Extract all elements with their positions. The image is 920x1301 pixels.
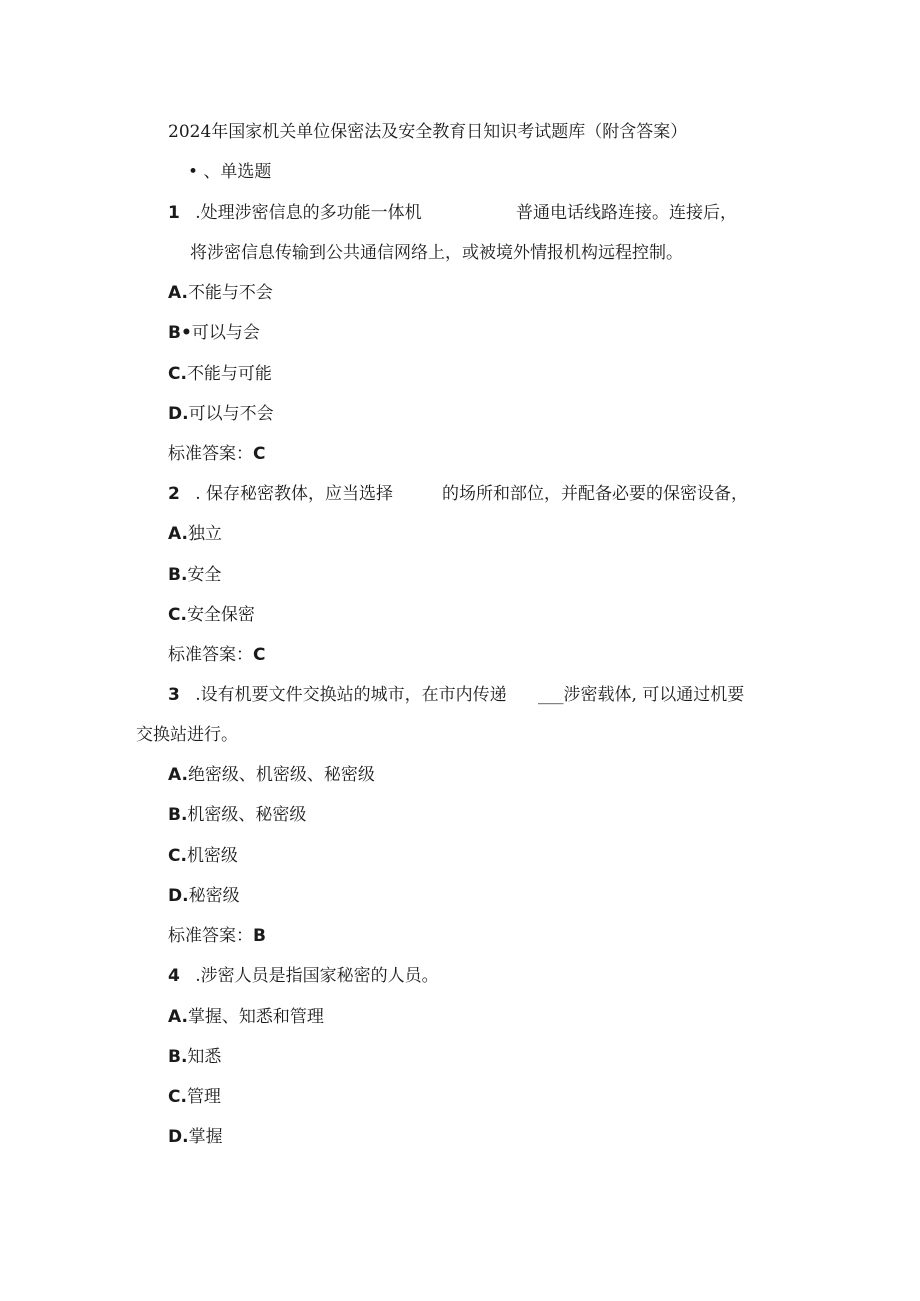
question-4-number: 4 bbox=[168, 966, 180, 986]
option-letter: C. bbox=[168, 605, 187, 625]
question-3-blank-and-text bbox=[538, 684, 744, 706]
answer-label: 标准答案： bbox=[168, 444, 253, 464]
option-letter: A. bbox=[168, 524, 188, 544]
question-1-text-b: 普通电话线路连接。连接后， bbox=[516, 203, 737, 223]
question-4-line-1 bbox=[168, 965, 439, 987]
question-3-number: 3 bbox=[168, 685, 180, 705]
answer-label: 标准答案： bbox=[168, 645, 253, 665]
option-text: 知悉 bbox=[187, 1047, 222, 1067]
question-1-text-a: .处理涉密信息的多功能一体机 bbox=[195, 203, 422, 223]
option-text: 不能与可能 bbox=[186, 364, 272, 384]
option-letter: A. bbox=[168, 1007, 188, 1027]
section-heading bbox=[188, 161, 271, 183]
question-4-option-c bbox=[168, 1086, 221, 1108]
option-letter: D. bbox=[168, 886, 189, 906]
answer-label: 标准答案： bbox=[168, 926, 253, 946]
question-3-option-c bbox=[168, 845, 238, 867]
option-text: 管理 bbox=[186, 1087, 221, 1107]
option-text: 独立 bbox=[187, 524, 222, 544]
question-1-option-d bbox=[168, 403, 274, 425]
question-3-text-c: 交换站进行。 bbox=[136, 725, 238, 745]
question-4-option-b bbox=[168, 1046, 221, 1068]
document-title: 2024年国家机关单位保密法及安全教育日知识考试题库（附含答案） bbox=[168, 122, 688, 142]
question-2-option-b bbox=[168, 564, 221, 586]
question-3-text-a: .设有机要文件交换站的城市，在市内传递 bbox=[195, 685, 507, 705]
question-4-option-d bbox=[168, 1126, 223, 1148]
option-text: 可以与不会 bbox=[188, 404, 274, 424]
question-1-number: 1 bbox=[168, 203, 180, 223]
option-text: 秘密级 bbox=[188, 886, 240, 906]
option-text: 不能与不会 bbox=[187, 283, 273, 303]
option-text: 绝密级、机密级、秘密级 bbox=[187, 765, 375, 785]
option-text: 机密级、秘密级 bbox=[187, 805, 307, 825]
question-1-option-c bbox=[168, 363, 272, 385]
question-2-option-c bbox=[168, 604, 255, 626]
question-3-answer bbox=[168, 925, 266, 947]
question-2-option-a bbox=[168, 523, 222, 545]
question-3-option-a bbox=[168, 764, 375, 786]
option-letter: D. bbox=[168, 404, 189, 424]
option-letter: A. bbox=[168, 765, 188, 785]
option-letter: A. bbox=[168, 283, 188, 303]
question-4-text-a: .涉密人员是指国家秘密的人员。 bbox=[195, 966, 439, 986]
option-letter: C. bbox=[168, 1087, 187, 1107]
answer-value: C bbox=[253, 645, 266, 665]
option-text: 机密级 bbox=[186, 846, 238, 866]
question-3-blank: ___ bbox=[538, 685, 564, 705]
question-2-line-1 bbox=[168, 483, 393, 505]
option-text: 掌握 bbox=[188, 1127, 223, 1147]
section-bullet: • bbox=[188, 162, 199, 182]
question-1-option-b bbox=[168, 322, 260, 344]
option-letter: C. bbox=[168, 846, 187, 866]
option-letter: D. bbox=[168, 1127, 189, 1147]
option-text: 安全保密 bbox=[186, 605, 255, 625]
question-3-line-1 bbox=[168, 684, 507, 706]
question-1-answer bbox=[168, 443, 265, 465]
section-label: 、单选题 bbox=[203, 162, 272, 182]
question-2-text-b: 的场所和部位，并配备必要的保密设备， bbox=[442, 484, 748, 504]
question-3-text-b: 涉密载体, 可以通过机要 bbox=[563, 685, 745, 705]
answer-value: B bbox=[253, 926, 266, 946]
option-letter: C. bbox=[168, 364, 187, 384]
question-2-answer bbox=[168, 644, 265, 666]
option-letter: B• bbox=[168, 323, 192, 343]
question-1-option-a bbox=[168, 282, 273, 304]
option-text: 安全 bbox=[187, 565, 222, 585]
question-3-option-b bbox=[168, 804, 306, 826]
question-4-option-a bbox=[168, 1006, 324, 1028]
question-3-option-d bbox=[168, 885, 240, 907]
answer-value: C bbox=[253, 444, 266, 464]
option-letter: B. bbox=[168, 565, 188, 585]
question-2-number: 2 bbox=[168, 484, 180, 504]
question-1-line-1 bbox=[168, 202, 422, 224]
question-1-text-c: 将涉密信息传输到公共通信网络上，或被境外情报机构远程控制。 bbox=[190, 243, 683, 263]
option-text: 可以与会 bbox=[191, 323, 260, 343]
option-letter: B. bbox=[168, 805, 188, 825]
option-text: 掌握、知悉和管理 bbox=[187, 1007, 324, 1027]
option-letter: B. bbox=[168, 1047, 188, 1067]
question-2-text-a: . 保存秘密教体，应当选择 bbox=[195, 484, 394, 504]
